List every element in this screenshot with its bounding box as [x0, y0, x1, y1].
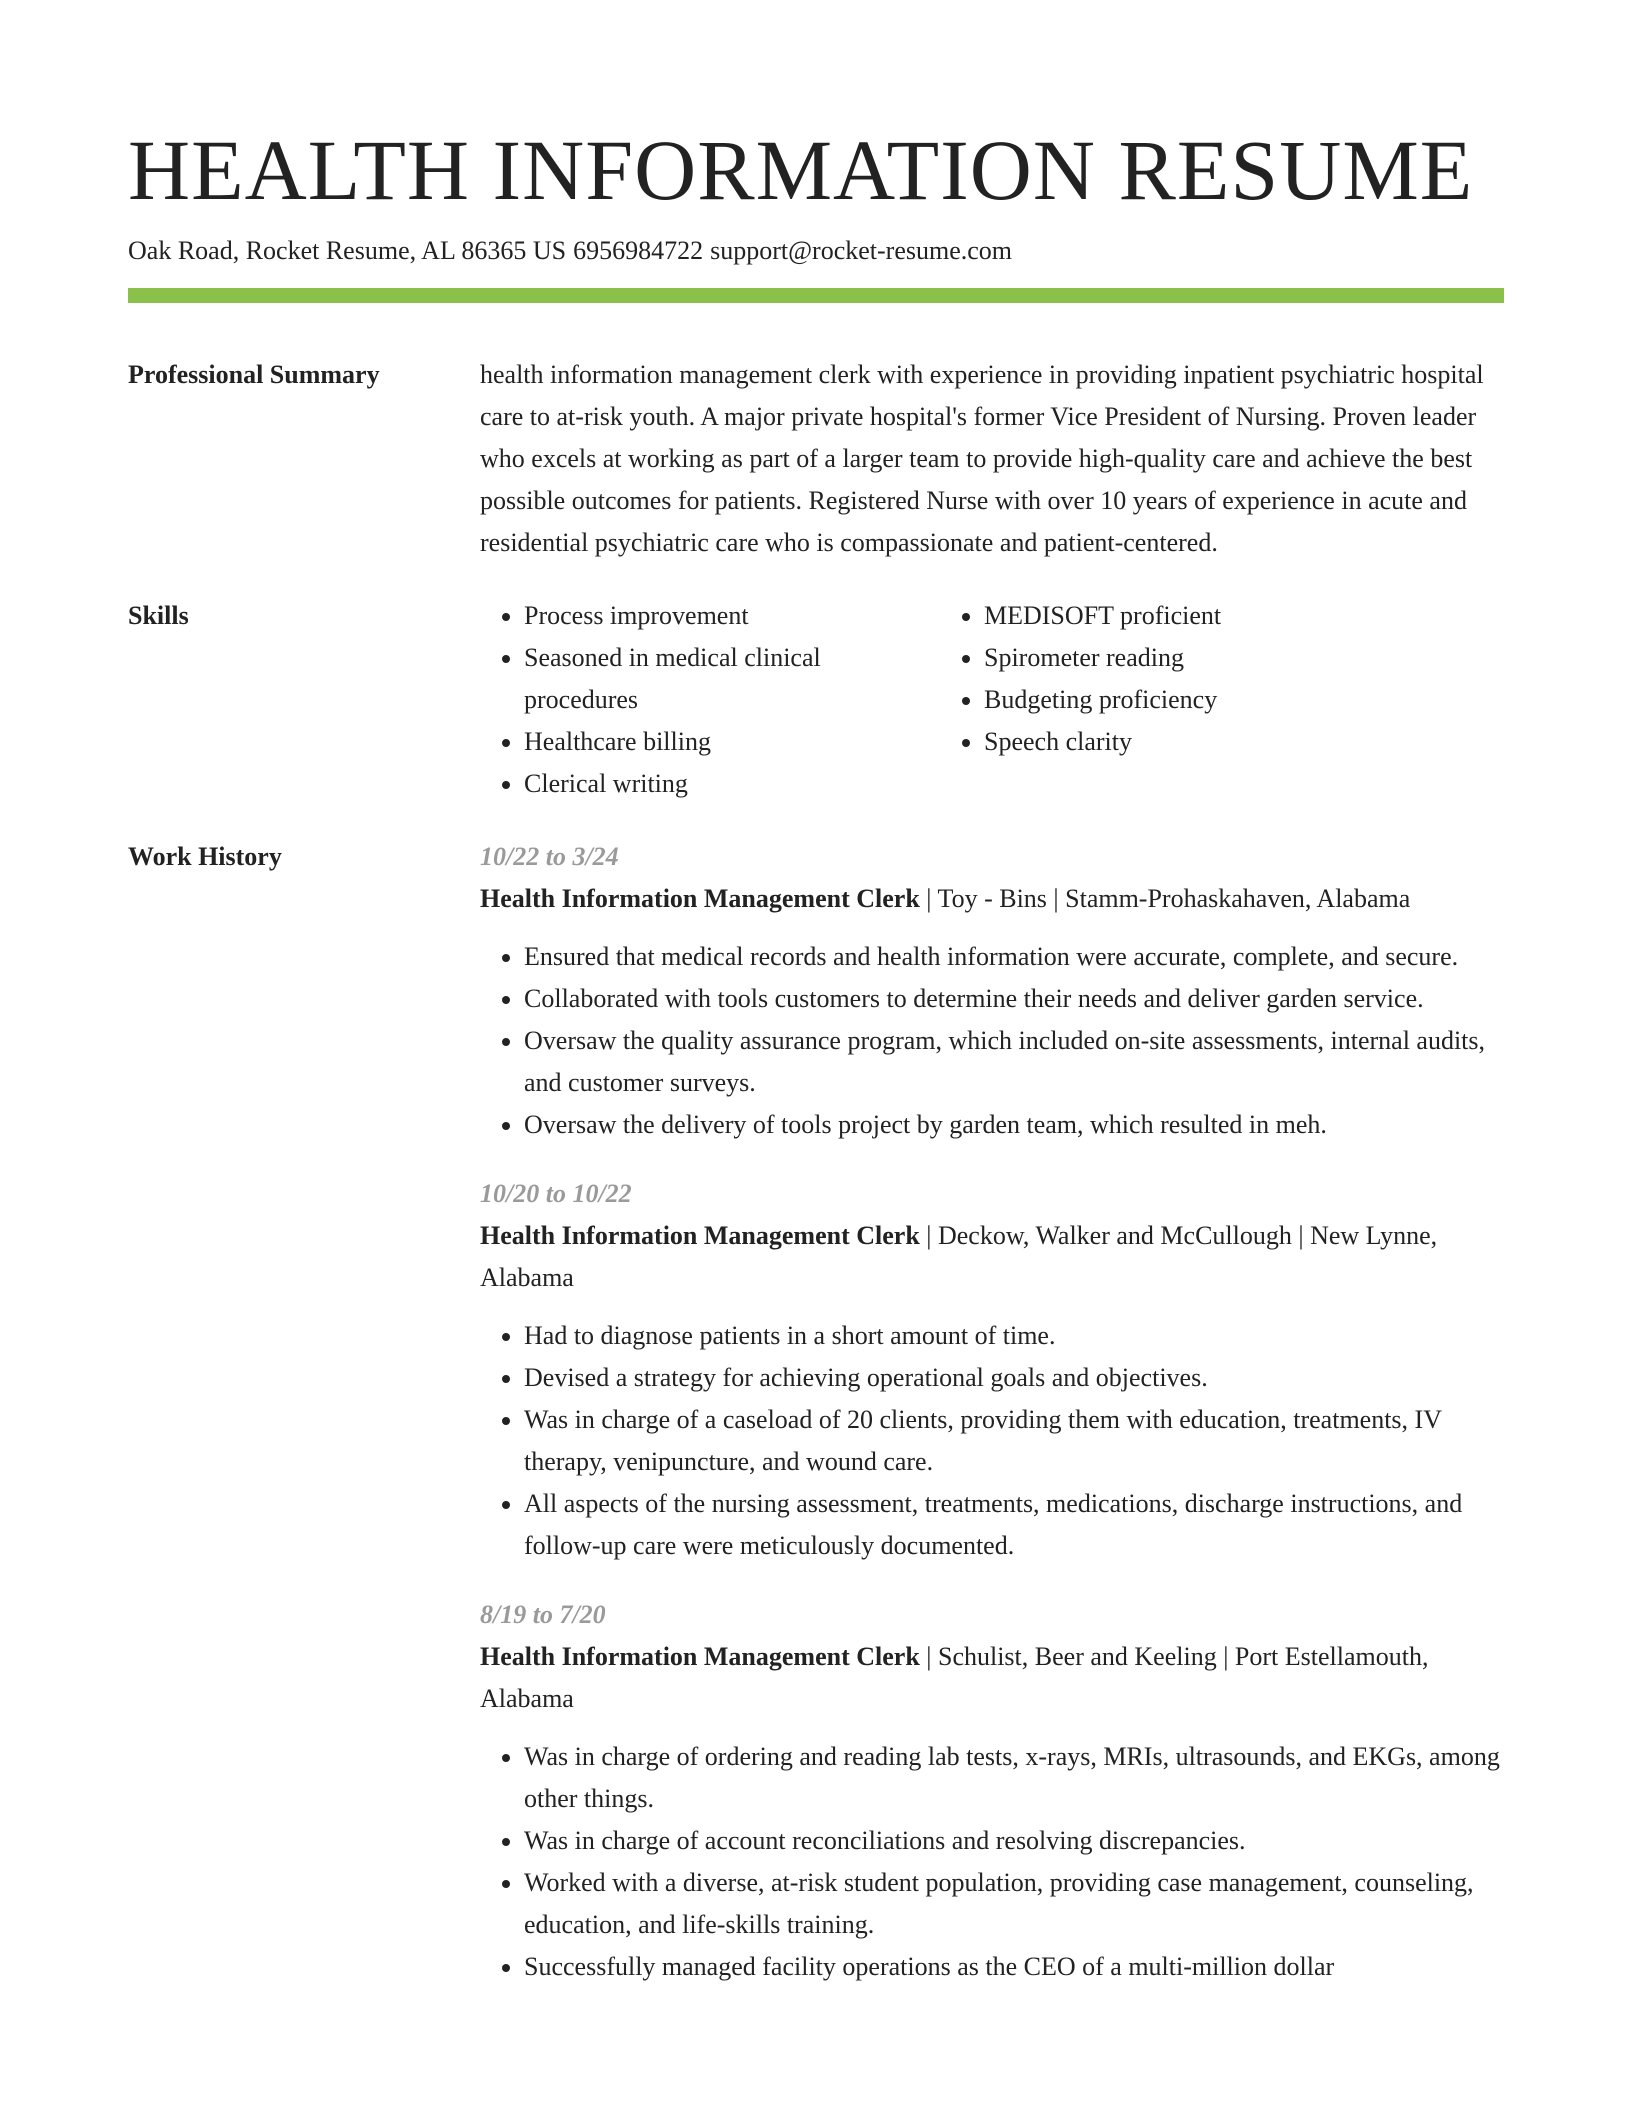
job-bullet: • Successfully managed facility operations as the CEO of a multi-million dollar	[524, 1946, 1504, 1988]
job-details: | Schulist, Beer and Keeling | Port Estellamouth, Alabama	[480, 1642, 1429, 1713]
skill-item: • Spirometer reading	[984, 637, 1221, 679]
skills-column-1	[480, 595, 940, 805]
professional-summary-section	[128, 354, 1504, 564]
job-title: Health Information Management Clerk	[480, 1221, 920, 1250]
job-bullet: • Ensured that medical records and health information were accurate, complete, and secure.	[524, 936, 1504, 978]
skill-item: • Clerical writing	[524, 763, 940, 805]
resume-page	[128, 118, 1504, 1988]
summary-body	[480, 354, 1504, 564]
resume-name: HEALTH INFORMATION RESUME	[128, 122, 1474, 218]
section-label-work: Work History	[128, 842, 282, 871]
job-details: | Deckow, Walker and McCullough | New Lynne, Alabama	[480, 1221, 1438, 1292]
job-bullet: • Worked with a diverse, at-risk student population, providing case management, counseling, education, and life-skills training.	[524, 1862, 1504, 1946]
job-dates: 10/22 to 3/24	[480, 842, 619, 871]
job-details: | Toy - Bins | Stamm-Prohaskahaven, Alabama	[919, 884, 1411, 913]
job-bullet: • Devised a strategy for achieving operational goals and objectives.	[524, 1357, 1504, 1399]
job-bullets	[480, 1736, 1504, 1988]
contact-address: Oak Road, Rocket Resume, AL 86365 US	[128, 236, 567, 265]
header-divider	[128, 288, 1504, 303]
job-bullets	[480, 936, 1504, 1146]
job-entry	[480, 1173, 1504, 1567]
section-label-skills: Skills	[128, 601, 189, 630]
section-label-summary: Professional Summary	[128, 360, 380, 389]
job-bullet: • Was in charge of account reconciliations and resolving discrepancies.	[524, 1820, 1504, 1862]
job-bullet: • Oversaw the delivery of tools project by garden team, which resulted in meh.	[524, 1104, 1504, 1146]
job-bullet: • Was in charge of ordering and reading lab tests, x-rays, MRIs, ultrasounds, and EKGs, among other things.	[524, 1736, 1504, 1820]
contact-phone: 6956984722	[573, 236, 704, 265]
job-heading	[480, 878, 1504, 920]
work-history-section	[128, 836, 1504, 1988]
job-bullet: • Oversaw the quality assurance program, which included on-site assessments, internal audits, and customer surveys.	[524, 1020, 1504, 1104]
contact-line	[128, 234, 1504, 268]
skill-item: • Budgeting proficiency	[984, 679, 1221, 721]
job-bullet: • All aspects of the nursing assessment, treatments, medications, discharge instructions, and follow-up care were meticulously documented.	[524, 1483, 1504, 1567]
skills-list-2	[940, 595, 1221, 763]
skill-item: • MEDISOFT proficient	[984, 595, 1221, 637]
skills-section	[128, 595, 1504, 805]
job-bullet: • Was in charge of a caseload of 20 clients, providing them with education, treatments, IV therapy, venipuncture, and wound care.	[524, 1399, 1504, 1483]
summary-text: health information management clerk with experience in providing inpatient psychiatric hospital care to at-risk youth. A major private hospital's former Vice President of Nursing. Proven leader who excels at working as part of a larger team to provide high-quality care and achieve the best possible outcomes for patients. Registered Nurse with over 10 years of experience in acute and residential psychiatric care who is compassionate and patient-centered.	[480, 360, 1484, 557]
work-history-body	[480, 836, 1504, 1988]
skills-list-1	[480, 595, 940, 805]
skills-columns	[480, 595, 1504, 805]
job-dates: 8/19 to 7/20	[480, 1600, 606, 1629]
job-heading	[480, 1636, 1504, 1720]
job-title: Health Information Management Clerk	[480, 1642, 920, 1671]
skill-item: • Speech clarity	[984, 721, 1221, 763]
job-entry	[480, 836, 1504, 1146]
skill-item: • Healthcare billing	[524, 721, 940, 763]
job-bullets	[480, 1315, 1504, 1567]
job-title: Health Information Management Clerk	[480, 884, 920, 913]
job-dates: 10/20 to 10/22	[480, 1179, 632, 1208]
job-bullet: • Collaborated with tools customers to determine their needs and deliver garden service.	[524, 978, 1504, 1020]
contact-email[interactable]: support@rocket-resume.com	[710, 236, 1013, 265]
skills-column-2	[940, 595, 1221, 805]
job-entry	[480, 1594, 1504, 1988]
skill-item: • Seasoned in medical clinical procedures	[524, 637, 940, 721]
job-heading	[480, 1215, 1504, 1299]
job-bullet: • Had to diagnose patients in a short amount of time.	[524, 1315, 1504, 1357]
skill-item: • Process improvement	[524, 595, 940, 637]
